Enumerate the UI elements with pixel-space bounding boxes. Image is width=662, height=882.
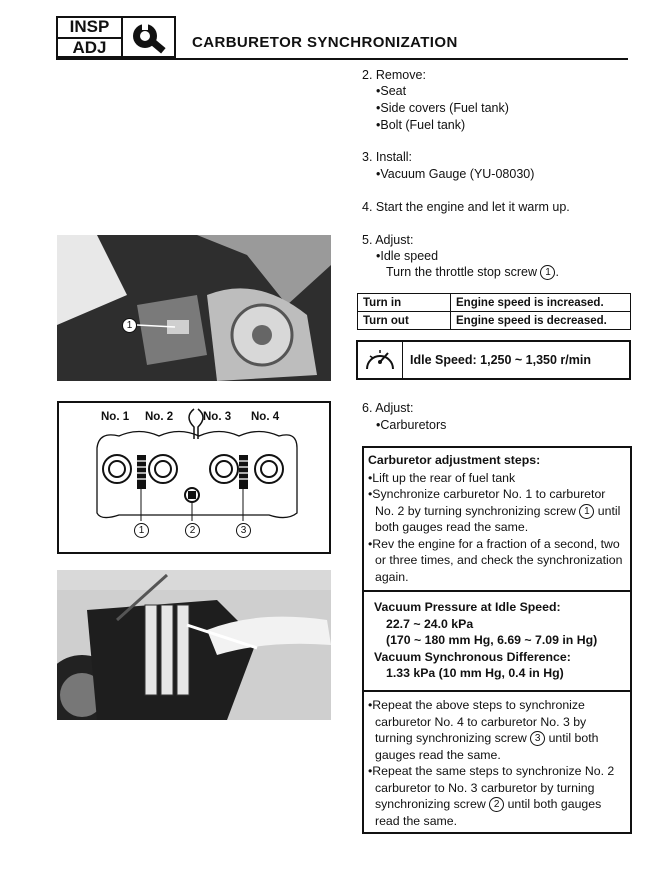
vacuum-pressure-kpa: 22.7 ~ 24.0 kPa <box>386 616 474 631</box>
callout-3: 3 <box>530 731 545 746</box>
adjustment-step-1: •Lift up the rear of fuel tank <box>368 470 516 485</box>
repeat-step-2 <box>368 763 626 829</box>
table-cell-action: Turn in <box>358 294 451 312</box>
step-6-item-carburetors: •Carburetors <box>376 418 447 432</box>
step-5-instruction <box>386 264 559 281</box>
table-row <box>358 312 631 330</box>
table-cell-result: Engine speed is increased. <box>451 294 631 312</box>
throttle-stop-screw-photo <box>57 235 331 381</box>
repeat-step-1-end: until both gauges read the same. <box>375 731 599 762</box>
motorcycle-gauge-photo <box>57 570 331 720</box>
step-2-label: 2. Remove: <box>362 68 426 82</box>
step-5-item-idle-speed: •Idle speed <box>376 249 439 263</box>
step-4-label: 4. Start the engine and let it warm up. <box>362 200 570 214</box>
step-2-item-side-covers: •Side covers (Fuel tank) <box>376 101 509 115</box>
adjustment-step-3: •Rev the engine for a fraction of a second, two or three times, and check the synchronization again. <box>368 536 623 584</box>
callout-1: 1 <box>579 504 594 519</box>
vacuum-pressure-label: Vacuum Pressure at Idle Speed: <box>374 600 561 614</box>
step-5-label: 5. Adjust: <box>362 233 414 247</box>
vacuum-pressure-hg: (170 ~ 180 mm Hg, 6.69 ~ 7.09 in Hg) <box>386 633 598 647</box>
step-3-item-vacuum-gauge: •Vacuum Gauge (YU-08030) <box>376 167 535 181</box>
diagram-label-no-3: No. 3 <box>203 411 232 423</box>
idle-speed-spec: Idle Speed: 1,250 ~ 1,350 r/min <box>410 353 591 367</box>
callout-1: 1 <box>540 265 555 280</box>
diagram-callout-1: 1 <box>134 523 149 538</box>
adjustment-step-2-end: until both gauges read the same. <box>375 503 621 534</box>
vacuum-difference-value: 1.33 kPa (10 mm Hg, 0.4 in Hg) <box>386 666 564 680</box>
step-6-label: 6. Adjust: <box>362 401 414 415</box>
table-cell-result: Engine speed is decreased. <box>451 312 631 330</box>
wrench-icon <box>126 19 172 55</box>
step-2-item-seat: •Seat <box>376 84 407 98</box>
throttle-screw-table <box>357 293 631 330</box>
diagram-label-no-2: No. 2 <box>145 411 174 423</box>
header-rule <box>56 58 628 60</box>
callout-2: 2 <box>489 797 504 812</box>
repeat-step-1 <box>368 697 626 763</box>
table-cell-action: Turn out <box>358 312 451 330</box>
tachometer-icon <box>358 342 403 378</box>
step-3-label: 3. Install: <box>362 150 413 164</box>
vacuum-spec-box <box>362 592 632 692</box>
adjustment-steps-title: Carburetor adjustment steps: <box>368 453 541 467</box>
diagram-label-no-4: No. 4 <box>251 411 280 423</box>
carburetor-diagram <box>57 401 331 554</box>
repeat-step-1-text: •Repeat the above steps to synchronize carburetor No. 4 to carburetor No. 3 by turning synchronizing screw <box>368 698 587 745</box>
step-5-instruction-end: . <box>555 265 559 279</box>
adjustment-steps-box <box>362 446 632 592</box>
page-title: CARBURETOR SYNCHRONIZATION <box>192 34 458 51</box>
repeat-step-2-text: •Repeat the same steps to synchronize No. 2 carburetor to No. 3 carburetor by turning synchronizing screw <box>368 764 615 811</box>
adjustment-step-2 <box>368 486 626 536</box>
diagram-callout-2: 2 <box>185 523 200 538</box>
repeat-steps-box <box>362 692 632 834</box>
table-row <box>358 294 631 312</box>
step-2-item-bolt: •Bolt (Fuel tank) <box>376 118 466 132</box>
photo-callout-1: 1 <box>122 318 137 333</box>
diagram-callout-3: 3 <box>236 523 251 538</box>
idle-speed-spec-box <box>356 340 631 380</box>
step-5-instruction-text: Turn the throttle stop screw <box>386 265 537 279</box>
vacuum-difference-label: Vacuum Synchronous Difference: <box>374 649 571 664</box>
badge-adj: ADJ <box>72 38 107 57</box>
repeat-step-2-end: until both gauges read the same. <box>375 797 602 828</box>
insp-adj-badge <box>56 16 176 58</box>
diagram-label-no-1: No. 1 <box>101 411 130 423</box>
adjustment-step-2-text: •Synchronize carburetor No. 1 to carburetor No. 2 by turning synchronizing screw <box>368 487 606 518</box>
badge-insp: INSP <box>58 18 121 39</box>
